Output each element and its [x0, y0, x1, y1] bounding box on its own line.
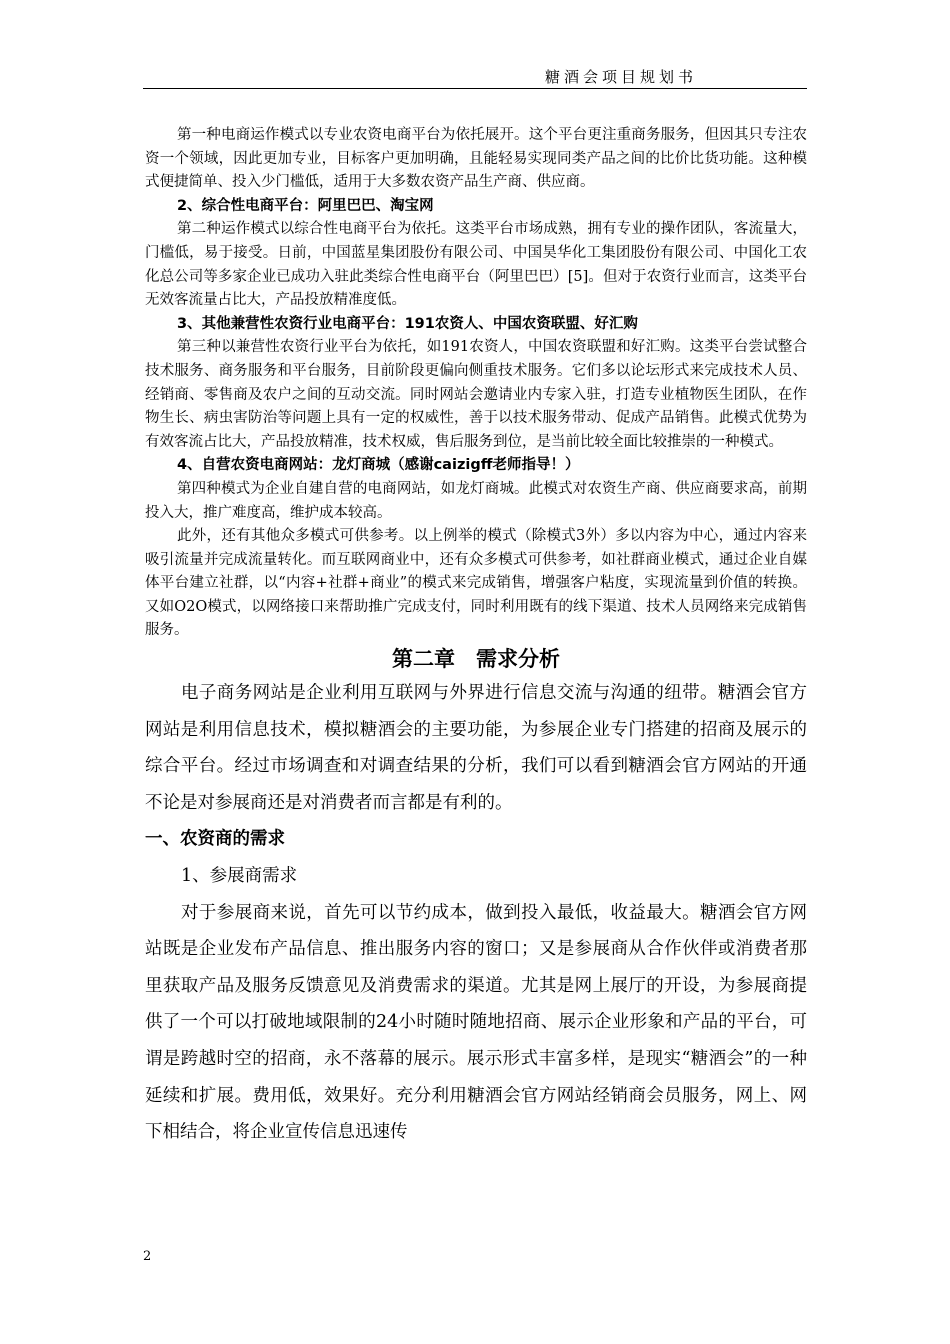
paragraph-intro: 电子商务网站是企业利用互联网与外界进行信息交流与沟通的纽带。糖酒会官方网站是利用信息技术，模拟糖酒会的主要功能，为参展企业专门搭建的招商及展示的综合平台。经过市场调查和对调查结果的分析，我们可以看到糖酒会官方网站的开通不论是对参展商还是对消费者而言都是有利的。	[145, 683, 807, 813]
page-number: 2	[143, 1249, 152, 1264]
document-body	[145, 124, 807, 1151]
paragraph-model-1: 第一种电商运作模式以专业农资电商平台为依托展开。这个平台更注重商务服务，但因其只专注农资一个领域，因此更加专业，目标客户更加明确，且能轻易实现同类产品之间的比价比货功能。这种模式便捷简单、投入少门槛低，适用于大多数农资产品生产商、供应商。	[145, 127, 807, 191]
heading-model-2: 2、综合性电商平台：阿里巴巴、淘宝网	[177, 197, 434, 214]
paragraph-exhibitor: 对于参展商来说，首先可以节约成本，做到投入最低，收益最大。糖酒会官方网站既是企业发布产品信息、推出服务内容的窗口；又是参展商从合作伙伴或消费者那里获取产品及服务反馈意见及消费需求的渠道。尤其是网上展厅的开设，为参展商提供了一个可以打破地域限制的24小时随时随地招商、展示企业形象和产品的平台，可谓是跨越时空的招商，永不落幕的展示。展示形式丰富多样，是现实“糖酒会”的一种延续和扩展。费用低，效果好。充分利用糖酒会官方网站经销商会员服务，网上、网下相结合，将企业宣传信息迅速传	[145, 902, 807, 1143]
paragraph-model-3: 第三种以兼营性农资行业平台为依托，如191农资人，中国农资联盟和好汇购。这类平台尝试整合技术服务、商务服务和平台服务，目前阶段更偏向侧重技术服务。它们多以论坛形式来完成技术人员、经销商、零售商及农户之间的互动交流。同时网站会邀请业内专家入驻，打造专业植物医生团队，在作物生长、病虫害防治等问题上具有一定的权威性，善于以技术服务带动、促成产品销售。此模式优势为有效客流占比大，产品投放精准，技术权威，售后服务到位，是当前比较全面比较推崇的一种模式。	[145, 339, 807, 450]
header-title: 糖酒会项目规划书	[544, 68, 697, 86]
chapter-title: 第二章 需求分析	[392, 646, 560, 672]
paragraph-model-2: 第二种运作模式以综合性电商平台为依托。这类平台市场成熟，拥有专业的操作团队，客流量大，门槛低，易于接受。日前，中国蓝星集团股份有限公司、中国昊华化工集团股份有限公司、中国化工农化总公司等多家企业已成功入驻此类综合性电商平台（阿里巴巴）[5]。但对于农资行业而言，这类平台无效客流量占比大，产品投放精准度低。	[145, 221, 807, 309]
lower-section	[145, 675, 807, 1151]
subsection-heading: 1、参展商需求	[181, 866, 298, 887]
heading-model-3: 3、其他兼营性农资行业电商平台：191农资人、中国农资联盟、好汇购	[177, 315, 638, 332]
upper-section	[145, 124, 807, 643]
page-header	[143, 66, 807, 89]
section-heading: 一、农资商的需求	[145, 829, 285, 850]
heading-model-4: 4、自营农资电商网站：龙灯商城（感谢caizigff老师指导！）	[177, 457, 580, 474]
paragraph-other-models: 此外，还有其他众多模式可供参考。以上例举的模式（除模式3外）多以内容为中心，通过内容来吸引流量并完成流量转化。而互联网商业中，还有众多模式可供参考，如社群商业模式，通过企业自媒体平台建立社群，以“内容+社群+商业”的模式来完成销售，增强客户粘度，实现流量到价值的转换。又如O2O模式，以网络接口来帮助推广完成支付，同时利用既有的线下渠道、技术人员网络来完成销售服务。	[145, 528, 807, 639]
paragraph-model-4: 第四种模式为企业自建自营的电商网站，如龙灯商城。此模式对农资生产商、供应商要求高，前期投入大，推广难度高，维护成本较高。	[145, 480, 807, 521]
